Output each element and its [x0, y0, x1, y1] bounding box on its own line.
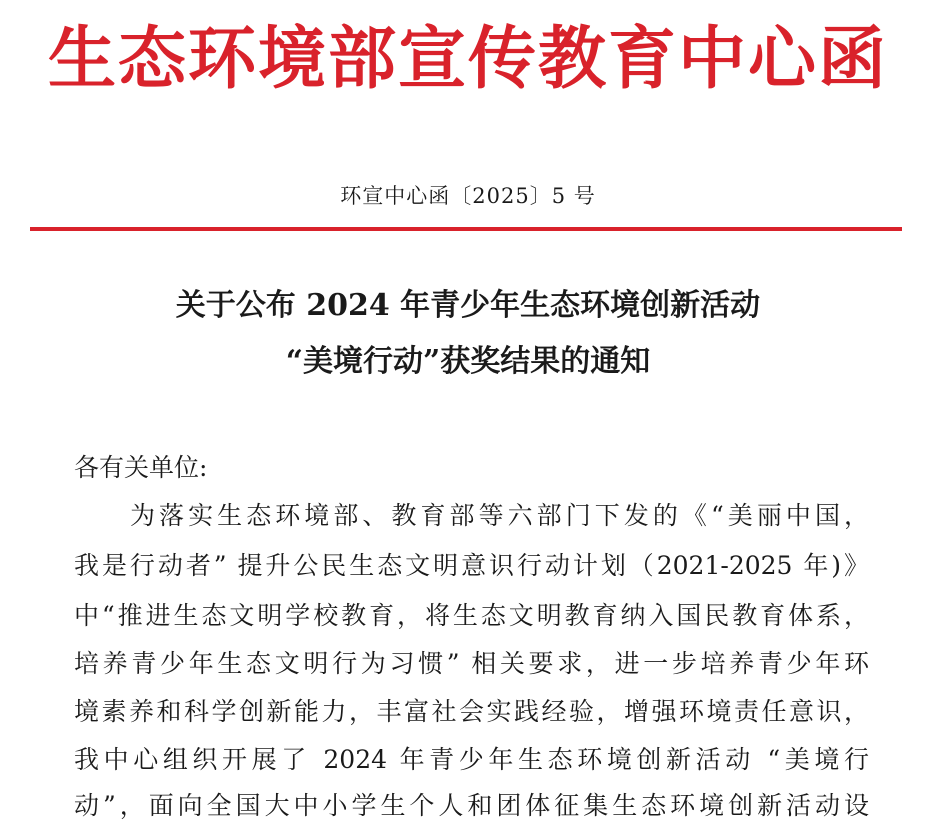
notice-title-line-2: “美境行动”获奖结果的通知	[285, 344, 651, 379]
body-line-3: 中“推进生态文明学校教育，将生态文明教育纳入国民教育体系，	[74, 601, 869, 630]
body-line-6: 我中心组织开展了 2024 年青少年生态环境创新活动 “美境行	[74, 745, 869, 774]
body-line-7: 动”，面向全国大中小学生个人和团体征集生态环境创新活动设	[74, 791, 869, 820]
red-divider-line	[30, 227, 902, 231]
body-line-5: 境素养和科学创新能力，丰富社会实践经验，增强环境责任意识，	[74, 697, 869, 726]
letterhead-title: 生态环境部宣传教育中心函	[47, 20, 888, 99]
body-line-1: 为落实生态环境部、教育部等六部门下发的《“美丽中国，	[130, 501, 869, 530]
salutation: 各有关单位:	[74, 453, 208, 482]
body-line-2: 我是行动者” 提升公民生态文明意识行动计划（2021-2025 年)》	[74, 551, 869, 580]
body-line-4: 培养青少年生态文明行为习惯” 相关要求，进一步培养青少年环	[74, 649, 869, 678]
document-number: 环宣中心函〔2025〕5 号	[340, 184, 596, 208]
notice-title-line-1: 关于公布 2024 年青少年生态环境创新活动	[175, 288, 761, 323]
